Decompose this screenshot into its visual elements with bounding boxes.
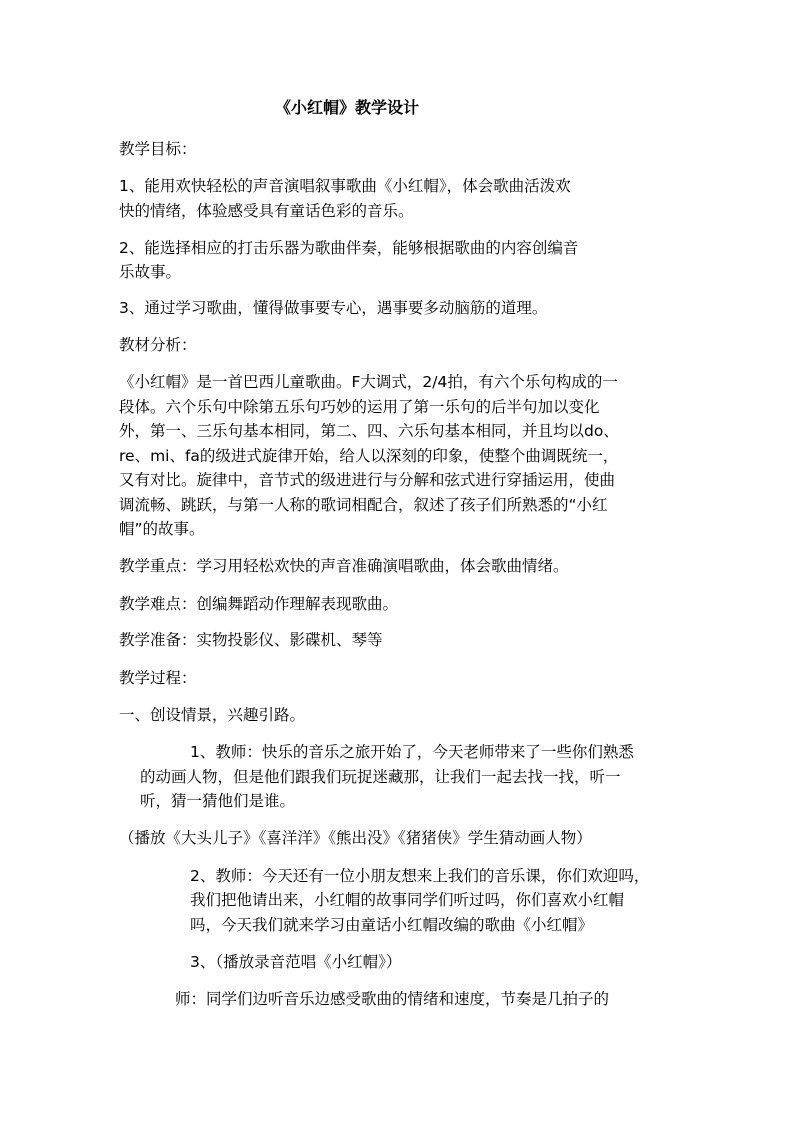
goals-heading: 教学目标： [119,140,197,158]
step-1-line-1: 1、教师：快乐的音乐之旅开始了，今天老师带来了一些你们熟悉 [190,743,634,761]
goal-3: 3、通过学习歌曲，懂得做事要专心，遇事要多动脑筋的道理。 [119,299,548,317]
goal-2-line-1: 2、能选择相应的打击乐器为歌曲伴奏，能够根据歌曲的内容创编音 [119,239,579,257]
analysis-line-5: 又有对比。旋律中，音节式的级进进行与分解和弦式进行穿插运用，使曲 [119,471,616,489]
analysis-line-6: 调流畅、跳跃，与第一人称的歌词相配合，叙述了孩子们所熟悉的“小红 [119,496,608,514]
analysis-line-3: 外，第一、三乐句基本相同，第二、四、六乐句基本相同，并且均以do、 [119,422,619,440]
goal-1-line-2: 快的情绪，体验感受具有童话色彩的音乐。 [119,202,414,220]
step-1-line-3: 听，猜一猜他们是谁。 [140,792,296,810]
analysis-line-7: 帽”的故事。 [119,520,205,538]
teacher-line: 师：同学们边听音乐边感受歌曲的情绪和速度，节奏是几拍子的 [175,990,610,1008]
goal-1-line-1: 1、能用欢快轻松的声音演唱叙事歌曲《小红帽》，体会歌曲活泼欢 [119,177,571,195]
goal-2-line-2: 乐故事。 [119,263,182,281]
analysis-heading: 教材分析： [119,336,197,354]
process-heading: 教学过程： [119,669,197,687]
step-1-line-2: 的动画人物，但是他们跟我们玩捉迷藏那，让我们一起去找一找，听一 [140,768,621,786]
doc-title: 《小红帽》教学设计 [275,98,420,117]
difficulty: 教学难点：创编舞蹈动作理解表现歌曲。 [119,595,399,613]
step-2-line-3: 吗，今天我们就来学习由童话小红帽改编的歌曲《小红帽》 [190,916,594,934]
key-point: 教学重点：学习用轻松欢快的声音准确演唱歌曲，体会歌曲情绪。 [119,557,569,575]
analysis-line-1: 《小红帽》是一首巴西儿童歌曲。F大调式，2/4拍，有六个乐句构成的一 [119,373,618,391]
section-1: 一、创设情景，兴趣引路。 [119,706,306,724]
analysis-line-2: 段体。六个乐句中除第五乐句巧妙的运用了第一乐句的后半句加以变化 [119,398,600,416]
play-note: （播放《大头儿子》《喜洋洋》《熊出没》《猪猪侠》学生猜动画人物） [119,829,592,847]
analysis-line-4: re、mi、fa的级进式旋律开始，给人以深刻的印象，使整个曲调既统一， [119,447,619,465]
step-3: 3、（播放录音范唱《小红帽》） [190,953,402,971]
step-2-line-1: 2、教师：今天还有一位小朋友想来上我们的音乐课，你们欢迎吗， [190,867,650,885]
preparation: 教学准备：实物投影仪、影碟机、琴等 [119,631,383,649]
step-2-line-2: 我们把他请出来，小红帽的故事同学们听过吗，你们喜欢小红帽 [190,891,625,909]
